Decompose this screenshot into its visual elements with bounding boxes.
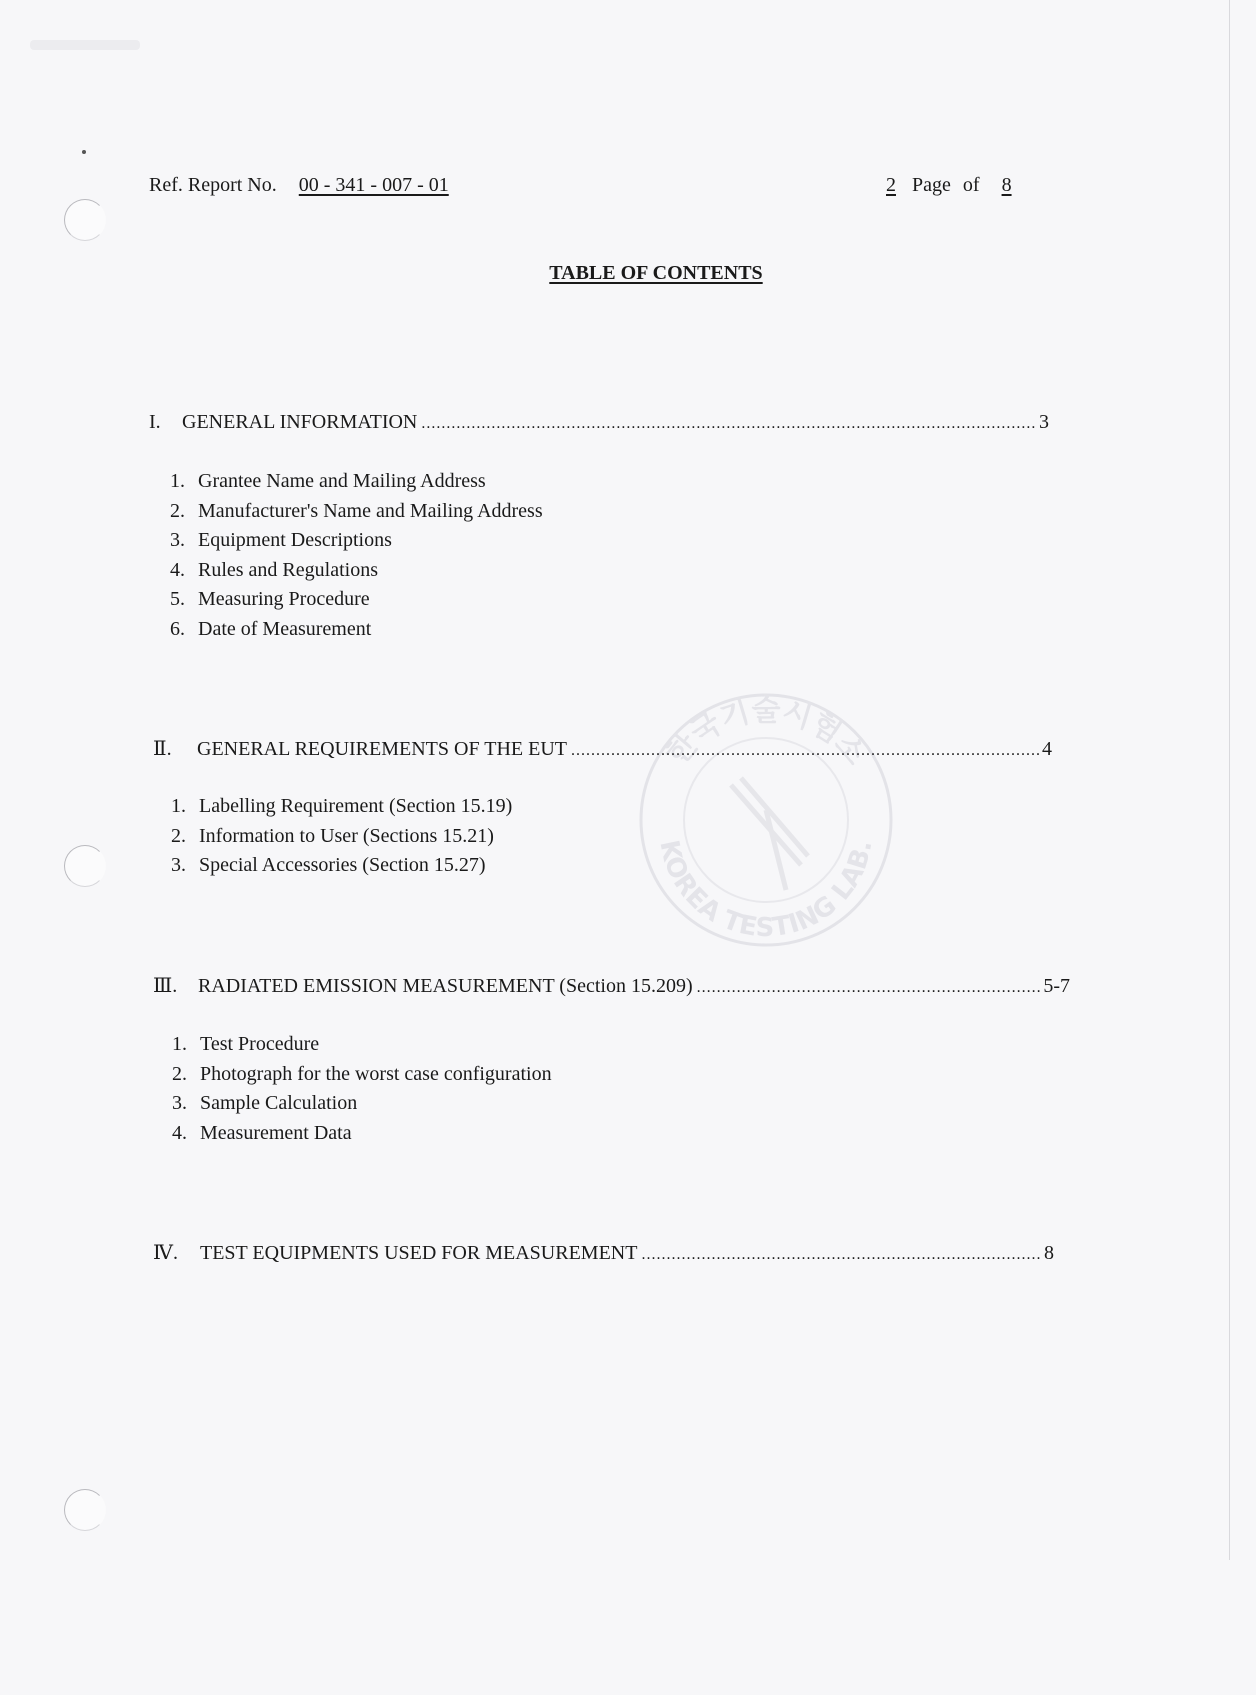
svg-text:KOREA TESTING LAB.: [653, 838, 878, 944]
list-item: 2. Manufacturer's Name and Mailing Address: [170, 499, 543, 522]
dot-leader: [697, 979, 1042, 997]
list-item: 2. Information to User (Sections 15.21): [171, 824, 494, 847]
list-item: 1. Labelling Requirement (Section 15.19): [171, 795, 513, 817]
section-numeral: Ⅳ.: [153, 1242, 178, 1264]
section-title: RADIATED EMISSION MEASUREMENT (Section 15.209): [198, 975, 693, 997]
scan-smudge: [30, 40, 140, 50]
page-label: Page: [912, 174, 951, 196]
list-item: 1. Grantee Name and Mailing Address: [170, 470, 486, 492]
list-item: 4. Rules and Regulations: [170, 558, 378, 581]
section-title: TEST EQUIPMENTS USED FOR MEASUREMENT: [200, 1242, 638, 1264]
seal-top-text: 한국기술시험소: [659, 693, 873, 772]
list-item: 1. Test Procedure: [172, 1033, 320, 1055]
list-item: 4. Measurement Data: [172, 1121, 352, 1144]
section-title: GENERAL REQUIREMENTS OF THE EUT: [197, 738, 567, 760]
list-item: 3. Equipment Descriptions: [170, 529, 392, 551]
dot-leader: [571, 742, 1040, 760]
toc-section-1-items: [149, 470, 543, 647]
toc-section-2-items: [150, 795, 512, 884]
list-item: 5. Measuring Procedure: [170, 588, 370, 610]
section-page: 4: [1042, 738, 1052, 760]
dot-leader: [641, 1246, 1042, 1264]
document-title: TABLE OF CONTENTS: [549, 262, 763, 284]
punch-hole-bottom: [64, 1489, 106, 1531]
section-title: GENERAL INFORMATION: [182, 411, 418, 433]
section-page: 8: [1044, 1242, 1054, 1264]
toc-section-3: [153, 973, 1070, 998]
toc-section-1: [149, 411, 1049, 434]
list-item: 2. Photograph for the worst case configuration: [172, 1062, 552, 1085]
toc-section-2: [153, 736, 1052, 761]
scan-speck: [82, 150, 86, 154]
ref-label: Ref. Report No.: [149, 174, 277, 196]
seal-bottom-text: KOREA TESTING LAB.: [653, 837, 879, 944]
page-number: 2: [886, 174, 896, 196]
list-item: 6. Date of Measurement: [170, 617, 372, 640]
list-item: 3. Special Accessories (Section 15.27): [171, 854, 486, 876]
page-total: 8: [1001, 174, 1012, 196]
page-indicator: [864, 174, 1030, 197]
of-label: of: [962, 174, 980, 196]
toc-section-4: [153, 1240, 1054, 1265]
section-numeral: I.: [149, 411, 161, 433]
punch-hole-top: [64, 199, 106, 241]
section-page: 5-7: [1043, 975, 1070, 997]
section-numeral: Ⅲ.: [153, 975, 178, 997]
embossed-seal-stamp: [636, 690, 896, 950]
report-reference: [149, 174, 451, 197]
section-page: 3: [1039, 411, 1049, 433]
dot-leader: [421, 415, 1037, 433]
list-item: 3. Sample Calculation: [172, 1092, 358, 1114]
paper-edge-line: [1229, 0, 1230, 1560]
section-numeral: Ⅱ.: [153, 738, 172, 760]
toc-section-3-items: [151, 1033, 552, 1151]
ref-number: 00 - 341 - 007 - 01: [298, 174, 449, 196]
punch-hole-middle: [64, 845, 106, 887]
